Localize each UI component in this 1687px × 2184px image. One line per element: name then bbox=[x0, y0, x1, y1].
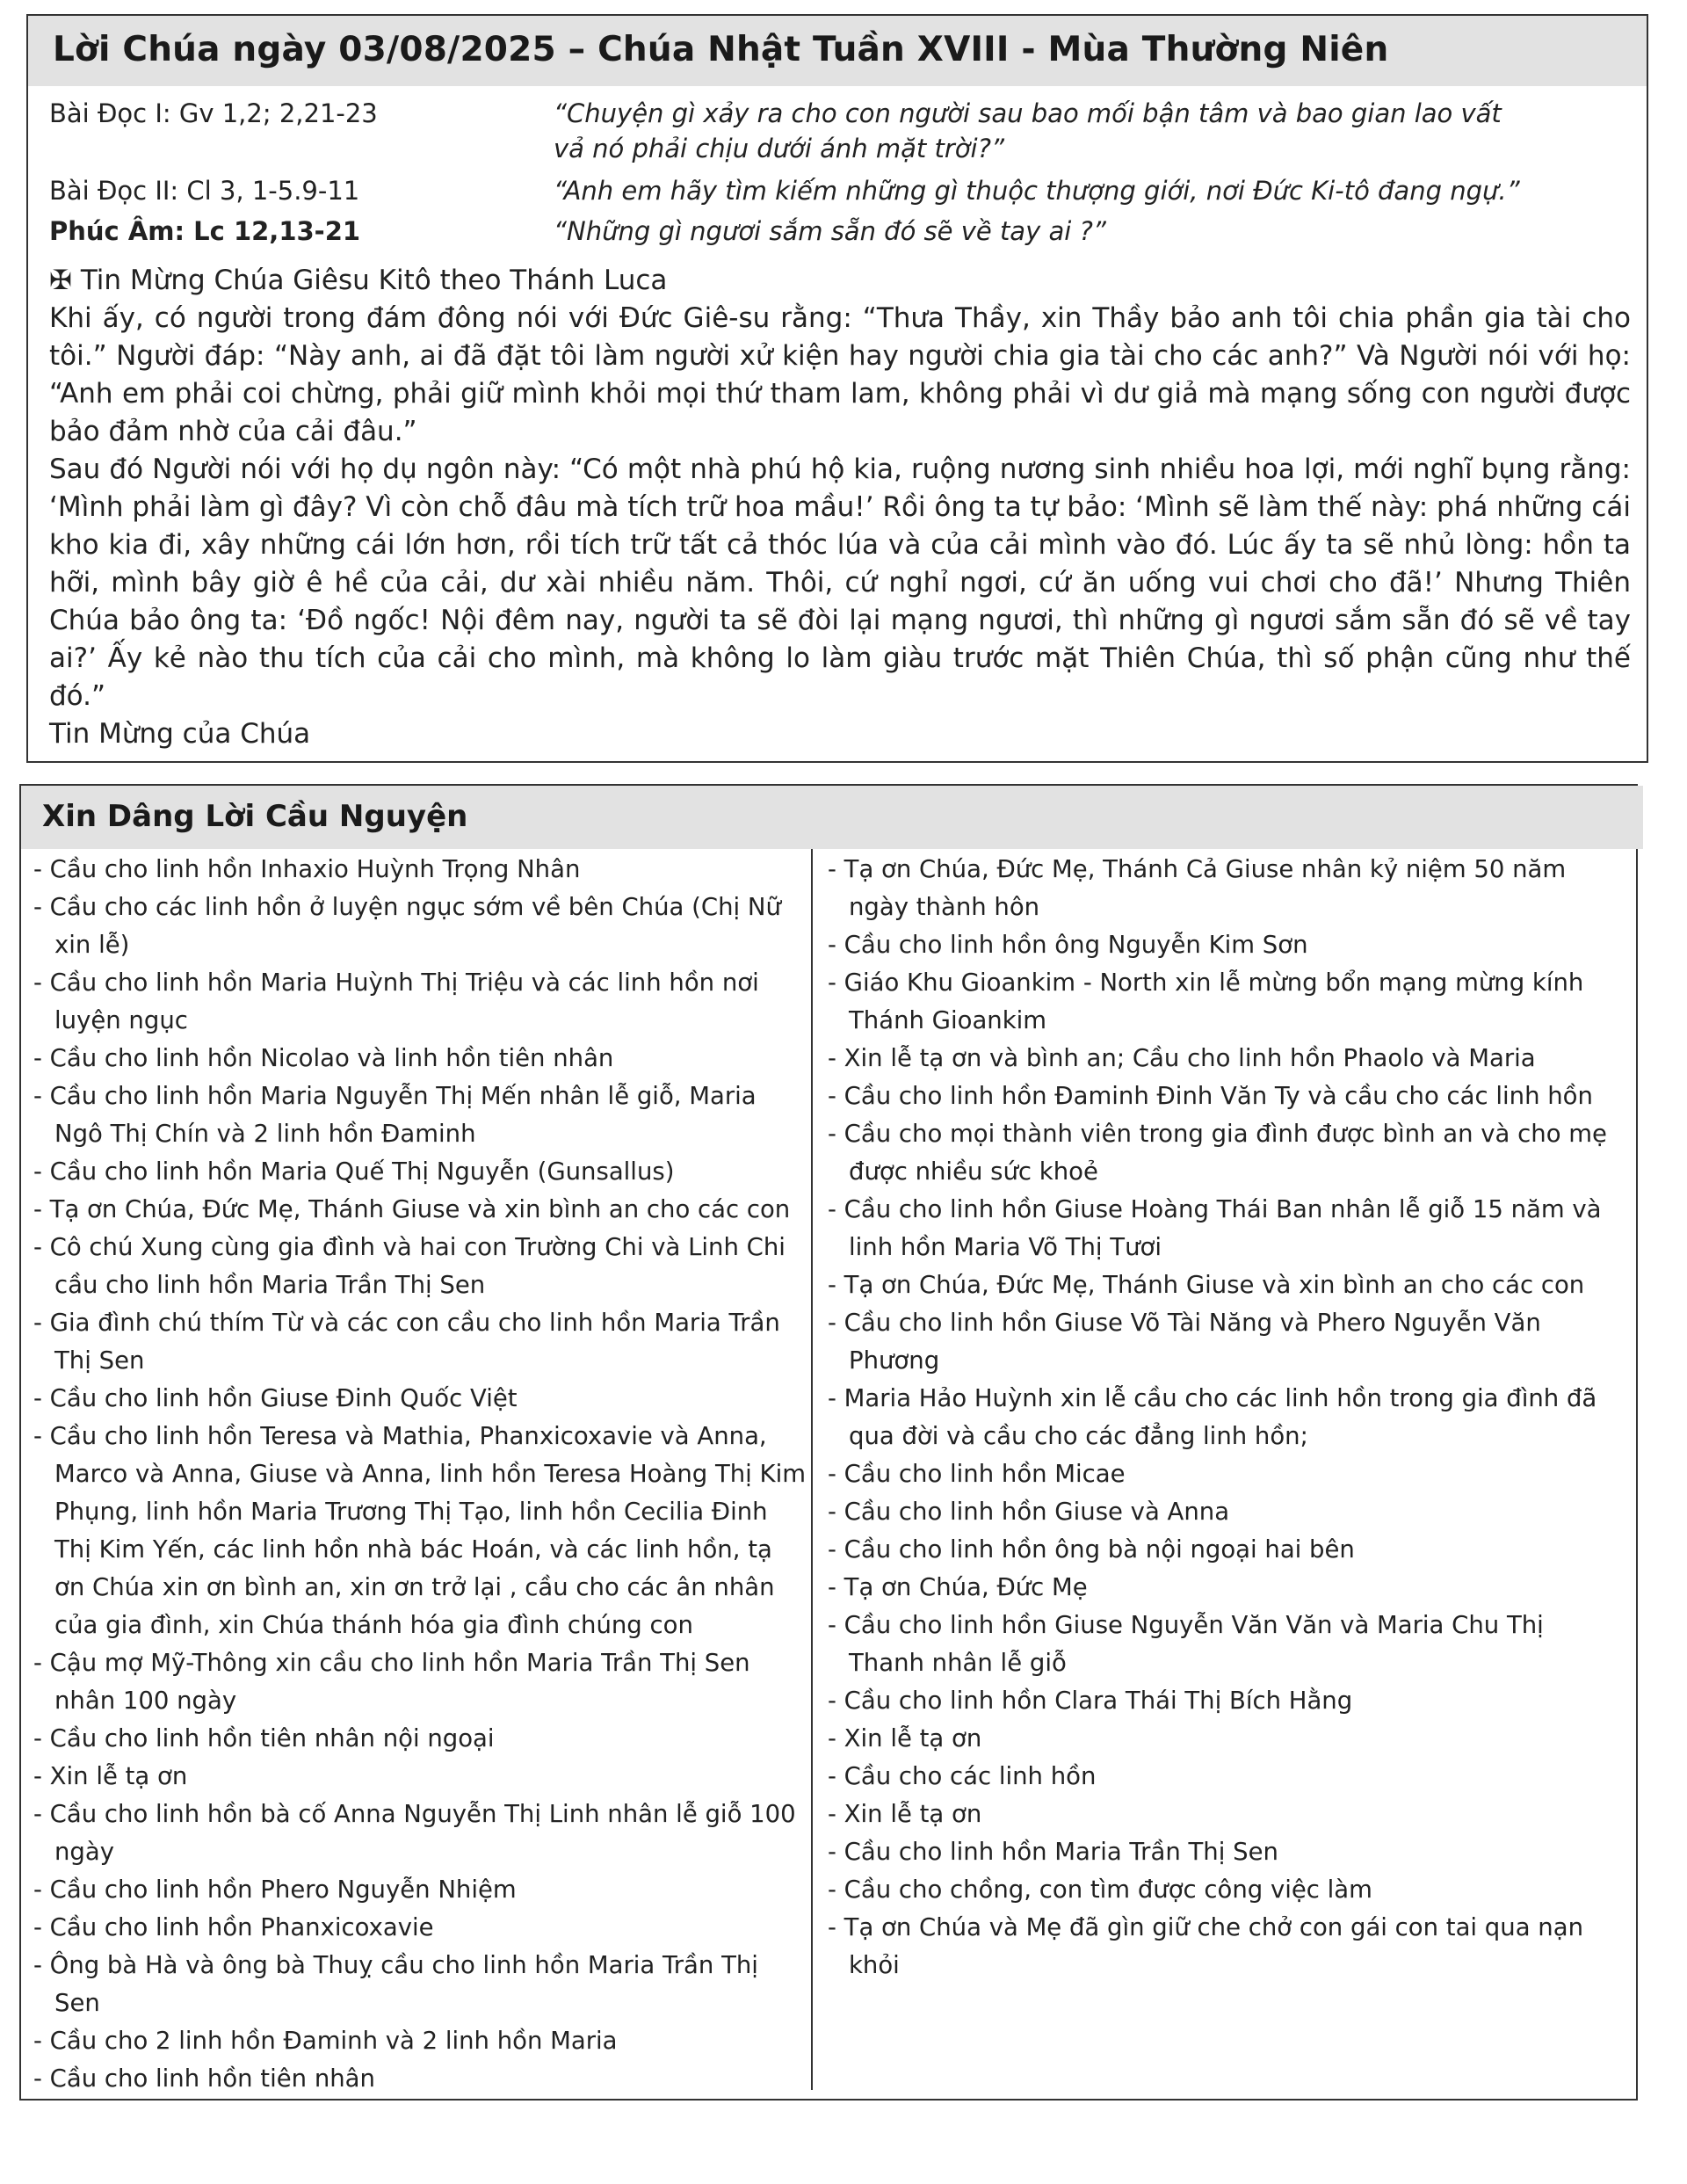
prayer-item: - Cầu cho linh hồn Giuse và Anna bbox=[828, 1498, 1230, 1526]
prayer-list-left bbox=[33, 851, 807, 2098]
prayer-item: - Cô chú Xung cùng gia đình và hai con Trường Chi và Linh Chi cầu cho linh hồn Maria Trần Thị Sen bbox=[33, 1233, 786, 1299]
prayer-item: - Tạ ơn Chúa, Đức Mẹ, Thánh Giuse và xin bình an cho các con bbox=[33, 1195, 791, 1223]
prayer-item: - Xin lễ tạ ơn bbox=[828, 1724, 982, 1752]
prayer-item: - Cầu cho linh hồn Giuse Đinh Quốc Việt bbox=[33, 1384, 518, 1412]
prayer-box bbox=[19, 784, 1638, 2101]
prayer-item: - Cầu cho linh hồn Phanxicoxavie bbox=[33, 1913, 434, 1941]
prayer-list-right bbox=[828, 851, 1618, 1984]
prayer-item: - Cầu cho linh hồn Micae bbox=[828, 1460, 1126, 1488]
readings-box bbox=[26, 14, 1648, 763]
prayer-item: - Cầu cho linh hồn Giuse Võ Tài Năng và Phero Nguyễn Văn Phương bbox=[828, 1309, 1541, 1375]
prayer-item: - Giáo Khu Gioankim - North xin lễ mừng bổn mạng mừng kính Thánh Gioankim bbox=[828, 969, 1584, 1034]
prayer-item: - Cầu cho linh hồn ông Nguyễn Kim Sơn bbox=[828, 931, 1308, 959]
prayer-title: Xin Dâng Lời Cầu Nguyện bbox=[42, 799, 468, 834]
prayer-item: - Cầu cho linh hồn Đaminh Đinh Văn Ty và cầu cho các linh hồn bbox=[828, 1082, 1593, 1110]
prayer-item: - Xin lễ tạ ơn bbox=[828, 1800, 982, 1828]
gospel-paragraph: Khi ấy, có người trong đám đông nói với Đức Giê-su rằng: “Thưa Thầy, xin Thầy bảo anh tôi chia phần gia tài cho tôi.” Người đáp: “Này anh, ai đã đặt tôi làm người xử kiện hay người chia gia tài cho các anh?” Và Người nói với họ: “Anh em phải coi chừng, phải giữ mình khỏi mọi thứ tham lam, không phải vì dư giả mà mạng sống con người được bảo đảm nhờ của cải đâu.” bbox=[49, 302, 1631, 447]
prayer-item: - Ông bà Hà và ông bà Thuỵ cầu cho linh hồn Maria Trần Thị Sen bbox=[33, 1951, 758, 2017]
prayer-item: - Cầu cho linh hồn Maria Huỳnh Thị Triệu và các linh hồn nơi luyện ngục bbox=[33, 969, 759, 1034]
reading-ref: Phúc Âm: Lc 12,13-21 bbox=[49, 216, 361, 246]
prayer-item: - Cầu cho linh hồn bà cố Anna Nguyễn Thị Linh nhân lễ giỗ 100 ngày bbox=[33, 1800, 796, 1866]
prayer-item: - Tạ ơn Chúa, Đức Mẹ, Thánh Cả Giuse nhân kỷ niệm 50 năm ngày thành hôn bbox=[828, 855, 1567, 921]
prayer-item: - Cầu cho linh hồn Phero Nguyễn Nhiệm bbox=[33, 1876, 517, 1904]
prayer-item: - Cầu cho linh hồn Maria Trần Thị Sen bbox=[828, 1838, 1278, 1866]
gospel-heading: ✠ Tin Mừng Chúa Giêsu Kitô theo Thánh Luca bbox=[49, 265, 668, 296]
prayer-item: - Maria Hảo Huỳnh xin lễ cầu cho các linh hồn trong gia đình đã qua đời và cầu cho các đẳng linh hồn; bbox=[828, 1384, 1597, 1450]
prayer-item: - Cầu cho linh hồn Teresa và Mathia, Phanxicoxavie và Anna, Marco và Anna, Giuse và Anna, linh hồn Teresa Hoàng Thị Kim Phụng, linh hồn Maria Trương Thị Tạo, linh hồn Cecilia Đinh Thị Kim Yến, các linh hồn nhà bác Hoán, và các linh hồn, tạ ơn Chúa xin ơn bình an, xin ơn trở lại , cầu cho các ân nhân của gia đình, xin Chúa thánh hóa gia đình chúng con bbox=[33, 1422, 807, 1639]
prayer-item: - Tạ ơn Chúa, Đức Mẹ, Thánh Giuse và xin bình an cho các con bbox=[828, 1271, 1585, 1299]
prayer-item: - Tạ ơn Chúa và Mẹ đã gìn giữ che chở con gái con tai qua nạn khỏi bbox=[828, 1913, 1583, 1979]
prayer-item: - Cầu cho linh hồn ông bà nội ngoại hai bên bbox=[828, 1535, 1355, 1564]
prayer-item: - Cầu cho linh hồn Maria Quế Thị Nguyễn (Gunsallus) bbox=[33, 1157, 675, 1186]
prayer-item: - Tạ ơn Chúa, Đức Mẹ bbox=[828, 1573, 1088, 1601]
column-divider bbox=[811, 849, 813, 2090]
gospel-text bbox=[49, 262, 1631, 753]
prayer-item: - Cầu cho các linh hồn ở luyện ngục sớm về bên Chúa (Chị Nữ xin lễ) bbox=[33, 893, 781, 959]
prayer-item: - Cầu cho linh hồn tiên nhân bbox=[33, 2064, 375, 2093]
reading-ref: Bài Đọc II: Cl 3, 1-5.9-11 bbox=[49, 176, 360, 206]
title-bar bbox=[28, 16, 1647, 86]
prayer-item: - Cầu cho linh hồn Nicolao và linh hồn tiên nhân bbox=[33, 1044, 614, 1072]
reading-ref: Bài Đọc I: Gv 1,2; 2,21-23 bbox=[49, 98, 378, 128]
prayer-item: - Cầu cho mọi thành viên trong gia đình được bình an và cho mẹ được nhiều sức khoẻ bbox=[828, 1120, 1607, 1186]
prayer-item: - Cầu cho linh hồn tiên nhân nội ngoại bbox=[33, 1724, 495, 1752]
gospel-closing: Tin Mừng của Chúa bbox=[49, 718, 311, 750]
prayer-header bbox=[21, 786, 1643, 849]
prayer-item: - Cầu cho linh hồn Clara Thái Thị Bích Hằng bbox=[828, 1687, 1353, 1715]
page-title: Lời Chúa ngày 03/08/2025 – Chúa Nhật Tuần XVIII - Mùa Thường Niên bbox=[53, 30, 1389, 69]
prayer-item: - Cầu cho linh hồn Maria Nguyễn Thị Mến nhân lễ giỗ, Maria Ngô Thị Chín và 2 linh hồn Đaminh bbox=[33, 1082, 757, 1148]
prayer-item: - Cầu cho các linh hồn bbox=[828, 1762, 1097, 1790]
prayer-item: - Gia đình chú thím Từ và các con cầu cho linh hồn Maria Trần Thị Sen bbox=[33, 1309, 780, 1375]
prayer-item: - Cậu mợ Mỹ-Thông xin cầu cho linh hồn Maria Trần Thị Sen nhân 100 ngày bbox=[33, 1649, 750, 1715]
gospel-paragraph: Sau đó Người nói với họ dụ ngôn này: “Có một nhà phú hộ kia, ruộng nương sinh nhiều hoa lợi, mới nghĩ bụng rằng: ‘Mình phải làm gì đây? Vì còn chỗ đâu mà tích trữ hoa mầu!’ Rồi ông ta tự bảo: ‘Mình sẽ làm thế này: phá những cái kho kia đi, xây những cái lớn hơn, rồi tích trữ tất cả thóc lúa và của cải mình vào đó. Lúc ấy ta sẽ nhủ lòng: hồn ta hỡi, mình bây giờ ê hề của cải, dư xài nhiều năm. Thôi, cứ nghỉ ngơi, cứ ăn uống vui chơi cho đã!’ Nhưng Thiên Chúa bảo ông ta: ‘Đồ ngốc! Nội đêm nay, người ta sẽ đòi lại mạng ngươi, thì những gì ngươi sắm sẵn đó sẽ về tay ai?’ Ấy kẻ nào thu tích của cải cho mình, mà không lo làm giàu trước mặt Thiên Chúa, thì số phận cũng như thế đó.” bbox=[49, 453, 1631, 712]
prayer-item: - Cầu cho linh hồn Inhaxio Huỳnh Trọng Nhân bbox=[33, 855, 581, 883]
reading-quote: “Anh em hãy tìm kiếm những gì thuộc thượng giới, nơi Đức Ki-tô đang ngự.” bbox=[554, 176, 1520, 206]
prayer-item: - Cầu cho chồng, con tìm được công việc làm bbox=[828, 1876, 1372, 1904]
prayer-item: - Cầu cho linh hồn Giuse Nguyễn Văn Văn và Maria Chu Thị Thanh nhân lễ giỗ bbox=[828, 1611, 1544, 1677]
prayer-item: - Cầu cho 2 linh hồn Đaminh và 2 linh hồn Maria bbox=[33, 2027, 618, 2055]
prayer-item: - Cầu cho linh hồn Giuse Hoàng Thái Ban nhân lễ giỗ 15 năm và linh hồn Maria Võ Thị Tươi bbox=[828, 1195, 1602, 1261]
reading-quote-continued: vả nó phải chịu dưới ánh mặt trời?” bbox=[554, 134, 1004, 163]
reading-quote: “Những gì ngươi sắm sẵn đó sẽ về tay ai ?” bbox=[554, 216, 1106, 246]
reading-quote: “Chuyện gì xảy ra cho con người sau bao mối bận tâm và bao gian lao vất bbox=[554, 98, 1502, 128]
prayer-item: - Xin lễ tạ ơn bbox=[33, 1762, 188, 1790]
prayer-item: - Xin lễ tạ ơn và bình an; Cầu cho linh hồn Phaolo và Maria bbox=[828, 1044, 1536, 1072]
